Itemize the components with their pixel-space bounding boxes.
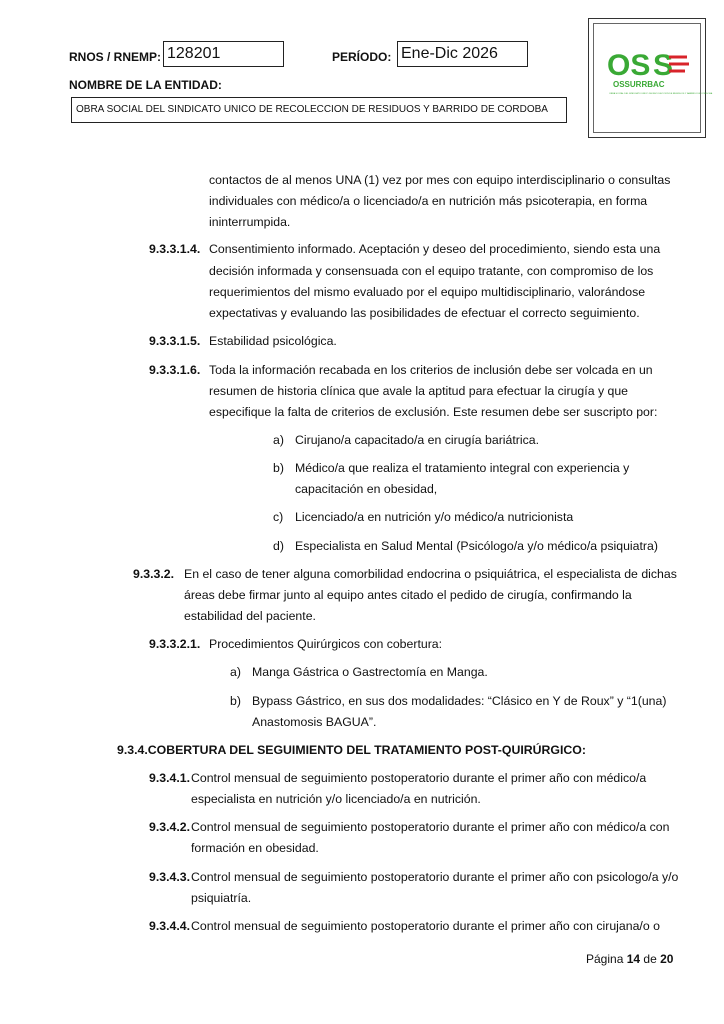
paragraph-line: decisión informada y consensuada con el equipo tratante, con compromiso de los [209,264,654,278]
paragraph-line: especifique la falta de criterios de exclusión. Este resumen debe ser suscripto por: [209,405,658,419]
list-letter: c) [273,510,284,524]
paragraph-line: Control mensual de seguimiento postoperatorio durante el primer año con médico/a con [191,820,670,834]
list-item: Anastomosis BAGUA”. [252,715,377,729]
list-letter: a) [230,665,241,679]
entity-label: NOMBRE DE LA ENTIDAD: [69,78,222,92]
rnos-field [163,41,284,67]
list-item: Licenciado/a en nutrición y/o médico/a nutricionista [295,510,574,524]
paragraph-line: expectativas y evaluando las posibilidades de efectuar el correcto seguimiento. [209,306,640,320]
list-letter: a) [273,433,284,447]
ossurrbac-logo [603,47,713,109]
list-letter: b) [273,461,284,475]
paragraph-line: Control mensual de seguimiento postoperatorio durante el primer año con psicologo/a y/o [191,870,679,884]
paragraph-line: En el caso de tener alguna comorbilidad endocrina o psiquiátrica, el especialista de dichas [184,567,677,581]
section-number: 9.3.3.1.4. [149,242,201,256]
paragraph-line: especialista en nutrición y/o licenciado/a en nutrición. [191,792,481,806]
paragraph-line: psiquiatría. [191,891,252,905]
rnos-value: 128201 [167,45,221,62]
paragraph-line: estabilidad del paciente. [184,609,316,623]
page-total: 20 [660,952,674,966]
list-item: Cirujano/a capacitado/a en cirugía bariátrica. [295,433,540,447]
logo-mark-s: S [653,49,674,82]
page-number: 14 [626,952,641,966]
section-number: 9.3.4.1. [149,771,191,785]
logo-subtext: OBRA SOCIAL DEL SINDICATO UNICO DE RECOLECCION DE RESIDUOS Y BARRIDO DE CORDOBA [609,93,713,95]
paragraph-line: Control mensual de seguimiento postoperatorio durante el primer año con cirujana/o o [191,919,660,933]
paragraph-line: resumen de historia clínica que avale la aptitud para efectuar la cirugía y que [209,384,629,398]
intro-line-2: individuales con médico/a o licenciado/a en nutrición más psicoterapia, en forma [209,194,648,208]
section-number: 9.3.4.4. [149,919,191,933]
paragraph-line: Estabilidad psicológica. [209,334,337,348]
paragraph-line: Procedimientos Quirúrgicos con cobertura: [209,637,443,651]
logo-frame [588,18,713,138]
paragraph-line: Toda la información recabada en los criterios de inclusión debe ser volcada en un [209,363,653,377]
rnos-label: RNOS / RNEMP: [69,50,162,64]
list-item: Especialista en Salud Mental (Psicólogo/a y/o médico/a psiquiatra) [295,539,658,553]
section-number: 9.3.3.2. [133,567,175,581]
section-number: 9.3.3.1.6. [149,363,201,377]
list-item: capacitación en obesidad, [295,482,438,496]
list-letter: d) [273,539,284,553]
page-word: Página [586,952,624,966]
of-word: de [643,952,657,966]
paragraph-line: Consentimiento informado. Aceptación y deseo del procedimiento, siendo esta una [209,242,661,256]
entity-value: OBRA SOCIAL DEL SINDICATO UNICO DE RECOLECCION DE RESIDUOS Y BARRIDO DE CORDOBA [76,104,548,115]
intro-line-3: ininterrumpida. [209,215,291,229]
section-number: 9.3.3.2.1. [149,637,201,651]
logo-mark-os: OS [607,49,651,82]
list-letter: b) [230,694,241,708]
periodo-value: Ene-Dic 2026 [401,45,498,62]
section-number: 9.3.4.3. [149,870,191,884]
paragraph-line: requerimientos del mismo evaluado por el equipo multidisciplinario, valorándose [209,285,646,299]
list-item: Médico/a que realiza el tratamiento integral con experiencia y [295,461,630,475]
section-number: 9.3.3.1.5. [149,334,201,348]
paragraph-line: Control mensual de seguimiento postoperatorio durante el primer año con médico/a [191,771,647,785]
paragraph-line: formación en obesidad. [191,841,319,855]
list-item: Bypass Gástrico, en sus dos modalidades: “Clásico en Y de Roux” y “1(una) [252,694,667,708]
section-heading: 9.3.4.COBERTURA DEL SEGUIMIENTO DEL TRATAMIENTO POST-QUIRÚRGICO: [117,743,586,757]
intro-line-1: contactos de al menos UNA (1) vez por mes con equipo interdisciplinario o consultas [209,173,671,187]
periodo-label: PERÍODO: [332,50,392,64]
section-number: 9.3.4.2. [149,820,191,834]
entity-field [71,97,567,123]
page-footer [586,952,673,966]
logo-text: OSSURRBAC [613,80,665,89]
list-item: Manga Gástrica o Gastrectomía en Manga. [252,665,488,679]
paragraph-line: áreas debe firmar junto al equipo antes citado el pedido de cirugía, confirmando la [184,588,632,602]
periodo-field [397,41,528,67]
